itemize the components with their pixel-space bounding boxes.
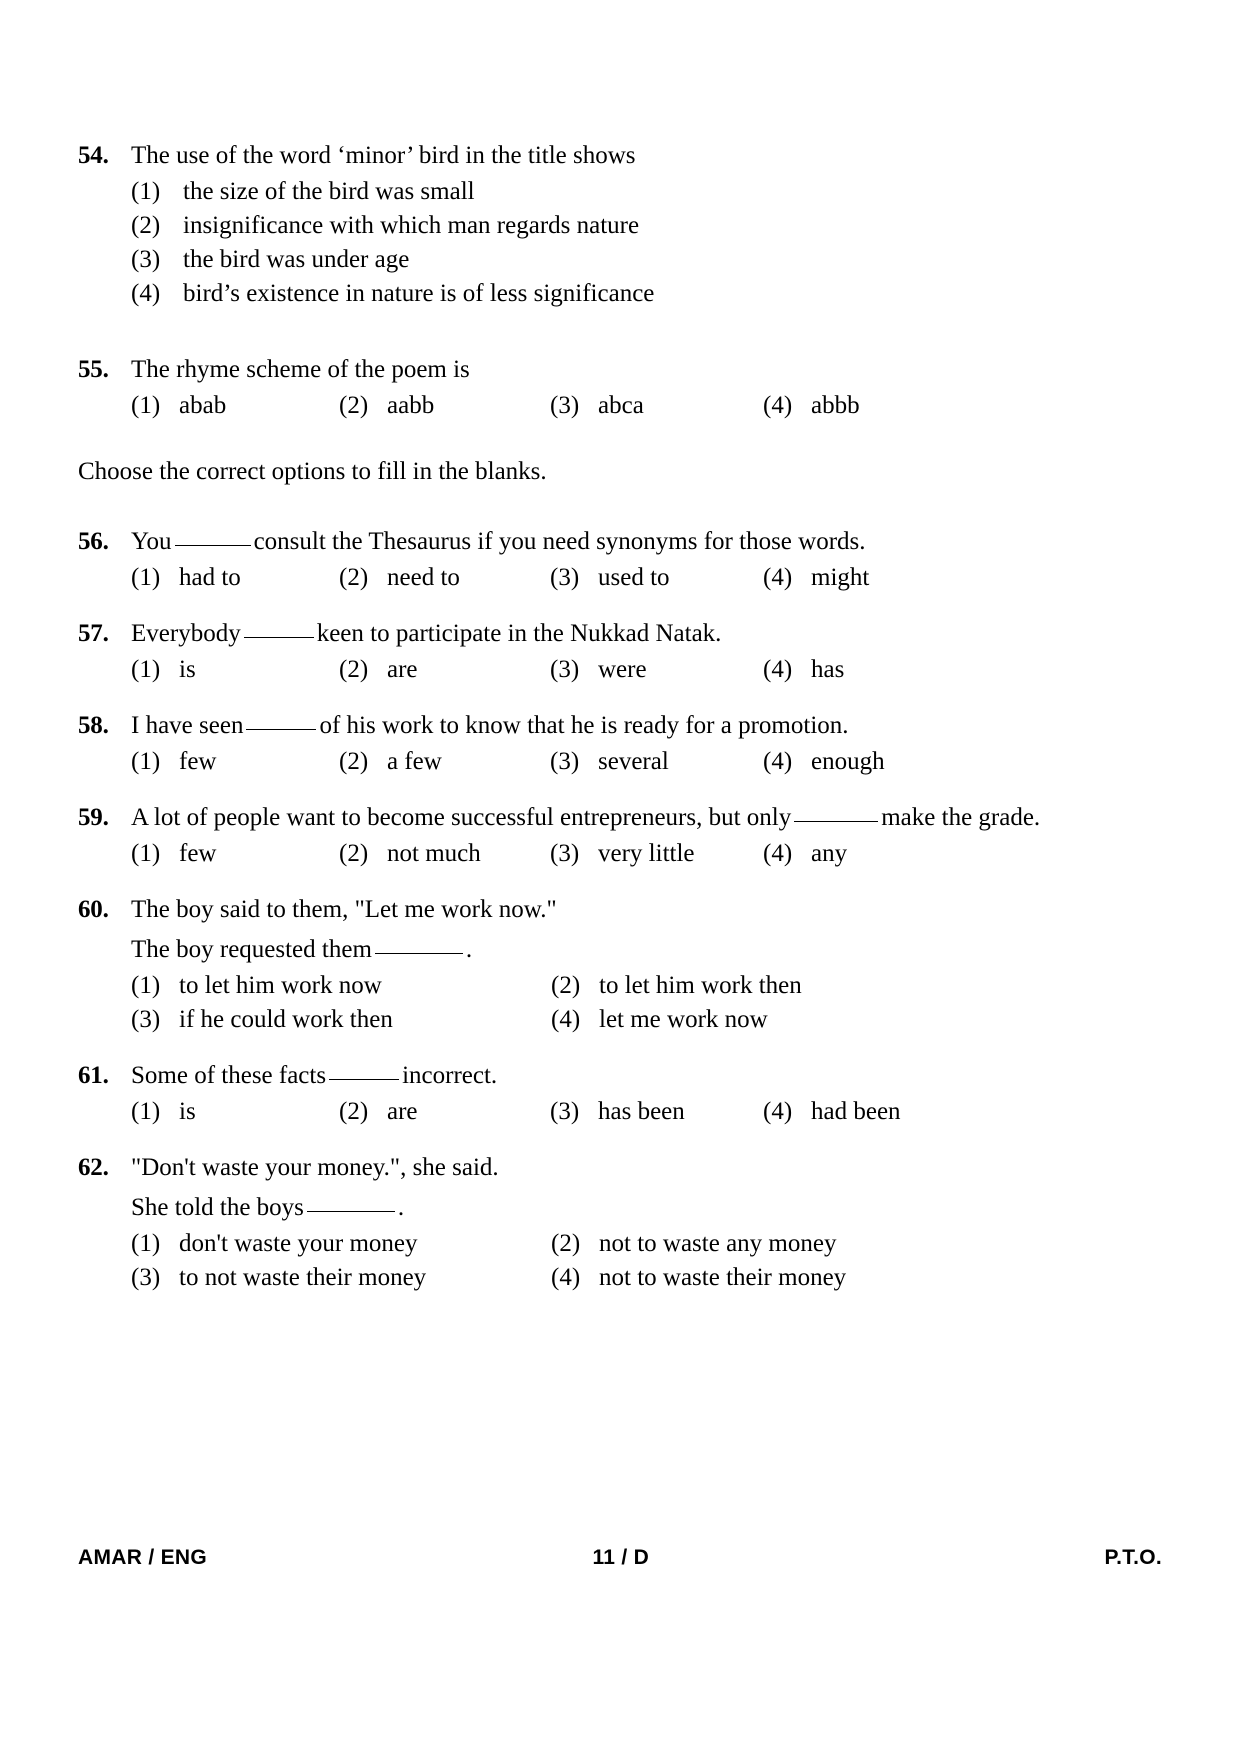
question-59-heading <box>78 802 1162 834</box>
question-60-heading <box>78 894 1162 926</box>
blank-line <box>329 1079 399 1080</box>
question-62-subtext-after: . <box>397 1194 405 1221</box>
question-58-options-row <box>131 748 1162 776</box>
question-56-text <box>131 526 1162 558</box>
question-62-options <box>131 1230 1162 1292</box>
question-59-text-before: A lot of people want to become successful entrepreneurs, but only <box>131 804 792 831</box>
option-2-label: (2) <box>339 748 369 775</box>
option-4-text: bird’s existence in nature is of less significance <box>183 280 655 307</box>
question-57-heading <box>78 618 1162 650</box>
footer-page-number: 11 / D <box>592 1546 650 1569</box>
question-61-text-after: incorrect. <box>402 1062 498 1089</box>
question-54-text: The use of the word ‘minor’ bird in the title shows <box>131 142 636 169</box>
option-4-text: abbb <box>811 392 860 419</box>
question-58-text-before: I have seen <box>131 712 244 739</box>
question-60-options-row-2 <box>131 1006 1162 1034</box>
option-2-label: (2) <box>339 1098 369 1125</box>
option-4-label: (4) <box>131 280 161 307</box>
option-2[interactable] <box>339 748 550 776</box>
option-4-text: had been <box>811 1098 901 1125</box>
question-56-text-before: You <box>131 528 172 555</box>
option-2[interactable] <box>551 1230 971 1258</box>
option-1-label: (1) <box>131 748 161 775</box>
question-58-heading <box>78 710 1162 742</box>
option-1-text: few <box>179 748 217 775</box>
question-57-number: 57. <box>78 620 109 647</box>
option-2-text: are <box>387 1098 418 1125</box>
question-61-text-before: Some of these facts <box>131 1062 327 1089</box>
question-60-text: The boy said to them, "Let me work now." <box>131 896 557 923</box>
option-3[interactable] <box>550 656 763 684</box>
question-60-options <box>131 972 1162 1034</box>
option-4-label: (4) <box>763 392 793 419</box>
question-62-number: 62. <box>78 1154 109 1181</box>
option-1[interactable] <box>131 840 339 868</box>
option-4-text: enough <box>811 748 885 775</box>
option-2[interactable] <box>339 656 550 684</box>
question-57-text <box>131 618 1162 650</box>
option-2-label: (2) <box>339 840 369 867</box>
question-54 <box>78 140 1162 308</box>
option-1[interactable] <box>131 178 1162 206</box>
question-62-options-row-1 <box>131 1230 1162 1258</box>
question-55-number: 55. <box>78 356 109 383</box>
question-55-heading <box>78 354 1162 386</box>
question-54-options <box>131 178 1162 308</box>
option-1[interactable] <box>131 656 339 684</box>
option-1-label: (1) <box>131 1098 161 1125</box>
option-3[interactable] <box>550 1098 763 1126</box>
option-3[interactable] <box>131 1006 551 1034</box>
option-3[interactable] <box>550 840 763 868</box>
option-3[interactable] <box>550 748 763 776</box>
option-2[interactable] <box>131 212 1162 240</box>
question-56-options <box>131 564 1162 592</box>
question-57 <box>78 618 1162 684</box>
option-4-text: let me work now <box>599 1006 768 1033</box>
option-3-label: (3) <box>550 656 580 683</box>
option-4[interactable] <box>763 564 983 592</box>
question-61-options-row <box>131 1098 1162 1126</box>
question-59-text-after: make the grade. <box>881 804 1041 831</box>
question-55 <box>78 354 1162 420</box>
question-62-subtext <box>131 1192 1162 1224</box>
option-4[interactable] <box>551 1264 971 1292</box>
blank-line <box>794 821 878 822</box>
option-1-text: few <box>179 840 217 867</box>
option-4-label: (4) <box>763 1098 793 1125</box>
question-60-number: 60. <box>78 896 109 923</box>
question-60-subtext-before: The boy requested them <box>131 936 372 963</box>
option-2-text: need to <box>387 564 460 591</box>
option-4-label: (4) <box>551 1006 581 1033</box>
blank-line <box>244 637 314 638</box>
question-62-options-row-2 <box>131 1264 1162 1292</box>
option-2-label: (2) <box>551 1230 581 1257</box>
question-57-text-before: Everybody <box>131 620 241 647</box>
option-3-label: (3) <box>550 748 580 775</box>
question-61-number: 61. <box>78 1062 109 1089</box>
option-1[interactable] <box>131 564 339 592</box>
option-4-label: (4) <box>763 748 793 775</box>
option-4-label: (4) <box>763 564 793 591</box>
option-1[interactable] <box>131 748 339 776</box>
option-1[interactable] <box>131 972 551 1000</box>
question-54-number: 54. <box>78 142 109 169</box>
option-3[interactable] <box>131 246 1162 274</box>
option-2-text: a few <box>387 748 442 775</box>
option-3-text: were <box>598 656 647 683</box>
option-2-label: (2) <box>339 564 369 591</box>
option-4-text: has <box>811 656 845 683</box>
option-3-label: (3) <box>131 246 161 273</box>
question-57-options-row <box>131 656 1162 684</box>
question-59-number: 59. <box>78 804 109 831</box>
option-3-label: (3) <box>550 840 580 867</box>
question-60-options-row-1 <box>131 972 1162 1000</box>
option-3-label: (3) <box>550 564 580 591</box>
option-3[interactable] <box>550 564 763 592</box>
option-1-text: is <box>179 656 196 683</box>
question-60 <box>78 894 1162 1034</box>
option-3-label: (3) <box>131 1264 161 1291</box>
question-60-subtext-after: . <box>465 936 473 963</box>
option-1-text: is <box>179 1098 196 1125</box>
question-57-options <box>131 656 1162 684</box>
question-62 <box>78 1152 1162 1292</box>
option-2[interactable] <box>339 392 550 420</box>
option-1-label: (1) <box>131 178 161 205</box>
option-2[interactable] <box>339 564 550 592</box>
option-3-label: (3) <box>131 1006 161 1033</box>
option-4[interactable] <box>763 392 983 420</box>
section-instruction: Choose the correct options to fill in the blanks. <box>78 458 547 485</box>
question-62-text: "Don't waste your money.", she said. <box>131 1154 499 1181</box>
question-62-heading <box>78 1152 1162 1184</box>
question-55-options <box>131 392 1162 420</box>
option-1[interactable] <box>131 392 339 420</box>
question-55-options-row <box>131 392 1162 420</box>
option-4-text: not to waste their money <box>599 1264 847 1291</box>
option-1-label: (1) <box>131 840 161 867</box>
option-4[interactable] <box>763 748 983 776</box>
option-3-text: has been <box>598 1098 685 1125</box>
option-1-label: (1) <box>131 656 161 683</box>
option-3-text: very little <box>598 840 695 867</box>
option-4-text: might <box>811 564 870 591</box>
option-1[interactable] <box>131 1230 551 1258</box>
question-57-text-after: keen to participate in the Nukkad Natak. <box>316 620 722 647</box>
option-2-label: (2) <box>339 656 369 683</box>
option-3-text: if he could work then <box>179 1006 393 1033</box>
option-3-label: (3) <box>550 392 580 419</box>
option-2[interactable] <box>339 840 550 868</box>
option-1-text: to let him work now <box>179 972 382 999</box>
question-56-number: 56. <box>78 528 109 555</box>
option-4-label: (4) <box>763 656 793 683</box>
blank-line <box>375 953 463 954</box>
question-58-text <box>131 710 1162 742</box>
question-60-subtext <box>131 934 1162 966</box>
option-3-text: abca <box>598 392 644 419</box>
question-59 <box>78 802 1162 868</box>
question-59-text <box>131 802 1162 834</box>
question-59-options-row <box>131 840 1162 868</box>
option-1-label: (1) <box>131 392 161 419</box>
question-59-options <box>131 840 1162 868</box>
option-1[interactable] <box>131 1098 339 1126</box>
option-4-text: any <box>811 840 848 867</box>
blank-line <box>175 545 251 546</box>
page-footer <box>78 1546 1162 1570</box>
question-56-options-row <box>131 564 1162 592</box>
question-55-text: The rhyme scheme of the poem is <box>131 356 470 383</box>
question-56-heading <box>78 526 1162 558</box>
option-4-label: (4) <box>551 1264 581 1291</box>
option-4-label: (4) <box>763 840 793 867</box>
option-2[interactable] <box>551 972 971 1000</box>
option-1-text: the size of the bird was small <box>183 178 475 205</box>
question-58-text-after: of his work to know that he is ready for a promotion. <box>319 712 849 739</box>
option-2-text: are <box>387 656 418 683</box>
question-58 <box>78 710 1162 776</box>
option-3-text: used to <box>598 564 670 591</box>
question-61-heading <box>78 1060 1162 1092</box>
question-56-text-after: consult the Thesaurus if you need synonyms for those words. <box>253 528 866 555</box>
footer-pto: P.T.O. <box>1104 1546 1162 1569</box>
question-61 <box>78 1060 1162 1126</box>
option-4[interactable] <box>763 840 983 868</box>
blank-line <box>307 1211 395 1212</box>
option-1-label: (1) <box>131 1230 161 1257</box>
question-58-number: 58. <box>78 712 109 739</box>
option-3[interactable] <box>550 392 763 420</box>
blank-line <box>246 729 316 730</box>
option-2-label: (2) <box>131 212 161 239</box>
question-61-text <box>131 1060 1162 1092</box>
option-2-text: aabb <box>387 392 435 419</box>
question-61-options <box>131 1098 1162 1126</box>
option-4[interactable] <box>131 280 1162 308</box>
option-1-label: (1) <box>131 564 161 591</box>
option-3-text: the bird was under age <box>183 246 410 273</box>
question-54-heading <box>78 140 1162 172</box>
question-62-subtext-before: She told the boys <box>131 1194 304 1221</box>
option-1-label: (1) <box>131 972 161 999</box>
footer-paper-code: AMAR / ENG <box>78 1546 207 1569</box>
option-3-text: to not waste their money <box>179 1264 427 1291</box>
option-2[interactable] <box>339 1098 550 1126</box>
option-2-text: to let him work then <box>599 972 802 999</box>
option-4[interactable] <box>763 1098 983 1126</box>
option-4[interactable] <box>763 656 983 684</box>
option-2-text: not much <box>387 840 481 867</box>
question-58-options <box>131 748 1162 776</box>
option-3-text: several <box>598 748 669 775</box>
option-2-label: (2) <box>339 392 369 419</box>
option-4[interactable] <box>551 1006 971 1034</box>
option-2-text: not to waste any money <box>599 1230 837 1257</box>
option-3[interactable] <box>131 1264 551 1292</box>
option-1-text: abab <box>179 392 227 419</box>
option-2-label: (2) <box>551 972 581 999</box>
option-1-text: don't waste your money <box>179 1230 418 1257</box>
option-1-text: had to <box>179 564 241 591</box>
option-2-text: insignificance with which man regards nature <box>183 212 640 239</box>
question-56 <box>78 526 1162 592</box>
option-3-label: (3) <box>550 1098 580 1125</box>
